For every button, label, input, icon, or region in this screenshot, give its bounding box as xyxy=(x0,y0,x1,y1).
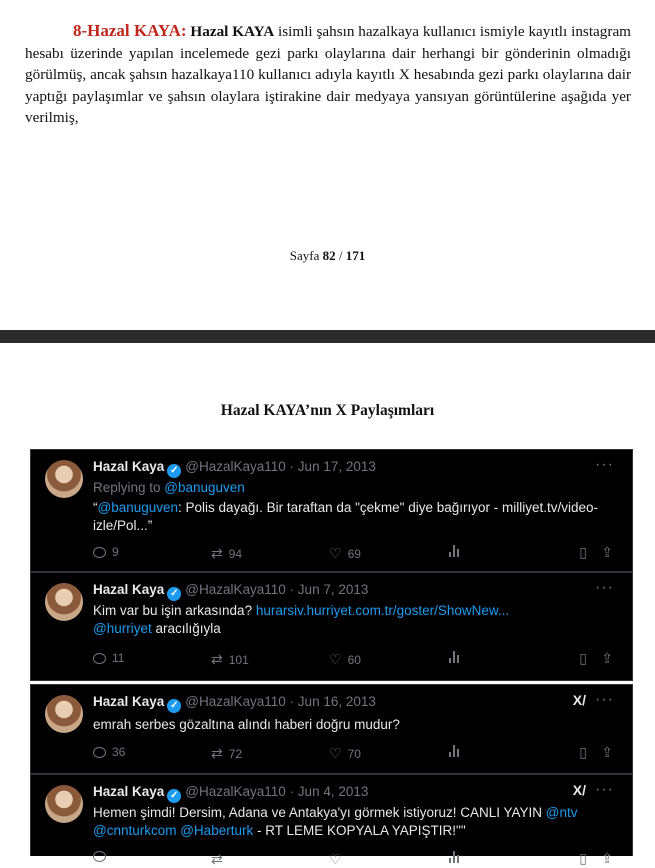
views-button[interactable] xyxy=(449,651,459,663)
ellipsis-icon[interactable]: ··· xyxy=(595,781,614,798)
retweet-button[interactable]: ⇄ 72 xyxy=(211,745,243,761)
retweet-icon: ⇄ xyxy=(211,651,223,667)
tweet-meta: @HazalKaya110 · Jun 17, 2013 xyxy=(185,459,376,474)
views-icon xyxy=(449,851,459,863)
bookmark-icon[interactable]: ▯ xyxy=(579,850,587,866)
views-button[interactable] xyxy=(449,745,459,757)
tweet-text: Hemen şimdi! Dersim, Adana ve Antakya'yı görmek istiyoruz! CANLI YAYIN @ntv @cnnturkcom @Haberturk - RT LEME KOPYALA YAPIŞTIR!"" xyxy=(93,805,578,838)
bookmark-icon[interactable]: ▯ xyxy=(579,650,587,666)
tweet-header xyxy=(93,784,368,803)
page-divider xyxy=(0,330,655,343)
avatar[interactable] xyxy=(45,785,83,823)
retweet-icon: ⇄ xyxy=(211,851,223,867)
tweet-card[interactable] xyxy=(30,774,633,867)
avatar[interactable] xyxy=(45,460,83,498)
retweet-button[interactable] xyxy=(211,851,229,868)
like-button[interactable] xyxy=(329,851,348,868)
ellipsis-icon[interactable]: ··· xyxy=(595,456,614,473)
views-icon xyxy=(449,745,459,757)
tweet-header xyxy=(93,459,376,478)
subject-name: Hazal KAYA xyxy=(190,23,275,40)
share-icon[interactable]: ⇪ xyxy=(601,850,613,866)
grok-icon[interactable]: X/ xyxy=(572,692,586,708)
bookmark-icon[interactable]: ▯ xyxy=(579,744,587,760)
mention-link[interactable]: @banuguven xyxy=(97,500,179,515)
reply-button[interactable]: 9 xyxy=(93,545,119,559)
author-name[interactable]: Hazal Kaya xyxy=(93,694,165,709)
heart-icon: ♡ xyxy=(329,851,342,867)
tweet-actions xyxy=(93,651,613,667)
tweet-actions xyxy=(93,745,613,761)
reply-icon xyxy=(93,547,106,558)
author-name[interactable]: Hazal Kaya xyxy=(93,784,165,799)
reply-context: Replying to @banuguven xyxy=(93,480,245,495)
tweet-text: emrah serbes gözaltına alındı haberi doğru mudur? xyxy=(93,717,400,732)
tweet-card[interactable] xyxy=(30,572,633,681)
url-link[interactable]: hurarsiv.hurriyet.com.tr/goster/ShowNew... xyxy=(255,603,510,618)
tweet-body: Kim var bu işin arkasında? hurarsiv.hurriyet.com.tr/goster/ShowNew... @hurriyet aracılığıyla xyxy=(93,602,613,638)
tweet-text: Kim var bu işin arkasında? hurarsiv.hurriyet.com.tr/goster/ShowNew... xyxy=(93,603,510,618)
views-button[interactable] xyxy=(449,851,459,863)
section-heading: 8-Hazal KAYA: xyxy=(73,21,187,40)
bookmark-icon[interactable]: ▯ xyxy=(579,544,587,560)
mention-link[interactable]: @hurriyet xyxy=(93,621,152,636)
retweet-icon: ⇄ xyxy=(211,745,223,761)
ellipsis-icon[interactable]: ··· xyxy=(595,691,614,708)
reply-button[interactable] xyxy=(93,851,112,862)
share-icon[interactable]: ⇪ xyxy=(601,744,613,760)
tweet-card[interactable] xyxy=(30,449,633,572)
section-subtitle: Hazal KAYA’nın X Paylaşımları xyxy=(220,402,435,419)
share-icon[interactable]: ⇪ xyxy=(601,544,613,560)
verified-badge-icon: ✓ xyxy=(167,587,181,601)
avatar[interactable] xyxy=(45,695,83,733)
reply-mention-link[interactable]: @banuguven xyxy=(164,480,245,495)
heart-icon: ♡ xyxy=(329,545,342,561)
reply-icon xyxy=(93,653,106,664)
avatar[interactable] xyxy=(45,583,83,621)
tweet-header xyxy=(93,582,368,601)
page-current: 82 xyxy=(322,248,336,263)
tweet-body xyxy=(93,479,613,535)
like-button[interactable]: ♡ 69 xyxy=(329,545,361,561)
tweet-card[interactable] xyxy=(30,684,633,774)
grok-icon[interactable]: X/ xyxy=(572,782,586,798)
tweet-body xyxy=(93,716,613,734)
tweet-meta: @HazalKaya110 · Jun 7, 2013 xyxy=(185,582,369,597)
verified-badge-icon: ✓ xyxy=(167,699,181,713)
reply-button[interactable]: 11 xyxy=(93,651,124,665)
verified-badge-icon: ✓ xyxy=(167,789,181,803)
ellipsis-icon[interactable]: ··· xyxy=(595,579,614,596)
share-icon[interactable]: ⇪ xyxy=(601,650,613,666)
heart-icon: ♡ xyxy=(329,745,342,761)
views-icon xyxy=(449,545,459,557)
retweet-icon: ⇄ xyxy=(211,545,223,561)
verified-badge-icon: ✓ xyxy=(167,464,181,478)
like-button[interactable]: ♡ 70 xyxy=(329,745,361,761)
author-name[interactable]: Hazal Kaya xyxy=(93,459,165,474)
tweet-meta: @HazalKaya110 · Jun 16, 2013 xyxy=(185,694,376,709)
reply-button[interactable]: 36 xyxy=(93,745,125,759)
retweet-button[interactable]: ⇄ 101 xyxy=(211,651,249,667)
tweet-actions xyxy=(93,545,613,561)
views-icon xyxy=(449,651,459,663)
tweet-text: “@banuguven: Polis dayağı. Bir taraftan da "çekme" diye bağırıyor - milliyet.tv/video-izle/Pol...” xyxy=(93,500,599,533)
like-button[interactable]: ♡ 60 xyxy=(329,651,361,667)
tweet-body xyxy=(93,804,613,840)
page-total: 171 xyxy=(345,248,366,263)
tweet-header xyxy=(93,694,376,713)
author-name[interactable]: Hazal Kaya xyxy=(93,582,165,597)
reply-icon xyxy=(93,747,106,758)
section-text: isimli şahsın hazalkaya kullanıcı ismiyle kayıtlı instagram hesabı üzerinde yapılan incelemede gezi parkı olaylarına dair herhangi bir gönderinin olmadığı görülmüş, ancak şahsın hazalkaya110 kullanıcı adıyla kayıtlı X hesabında gezi parkı olaylarına dair yaptığı paylaşımlar ve şahsın olaylara iştirakine dair medyaya yansıyan görüntülerine aşağıda yer verilmiş, xyxy=(25,23,631,126)
tweet-meta: @HazalKaya110 · Jun 4, 2013 xyxy=(185,784,369,799)
page-number: Sayfa 82 / 171 xyxy=(289,248,366,263)
mention-links[interactable]: @ntv @cnnturkcom @Haberturk xyxy=(93,805,578,838)
reply-icon xyxy=(93,851,106,862)
section-paragraph xyxy=(25,20,631,129)
retweet-button[interactable]: ⇄ 94 xyxy=(211,545,243,561)
views-button[interactable] xyxy=(449,545,459,557)
tweet-actions xyxy=(93,851,613,867)
heart-icon: ♡ xyxy=(329,651,342,667)
document-page-82 xyxy=(0,0,655,330)
